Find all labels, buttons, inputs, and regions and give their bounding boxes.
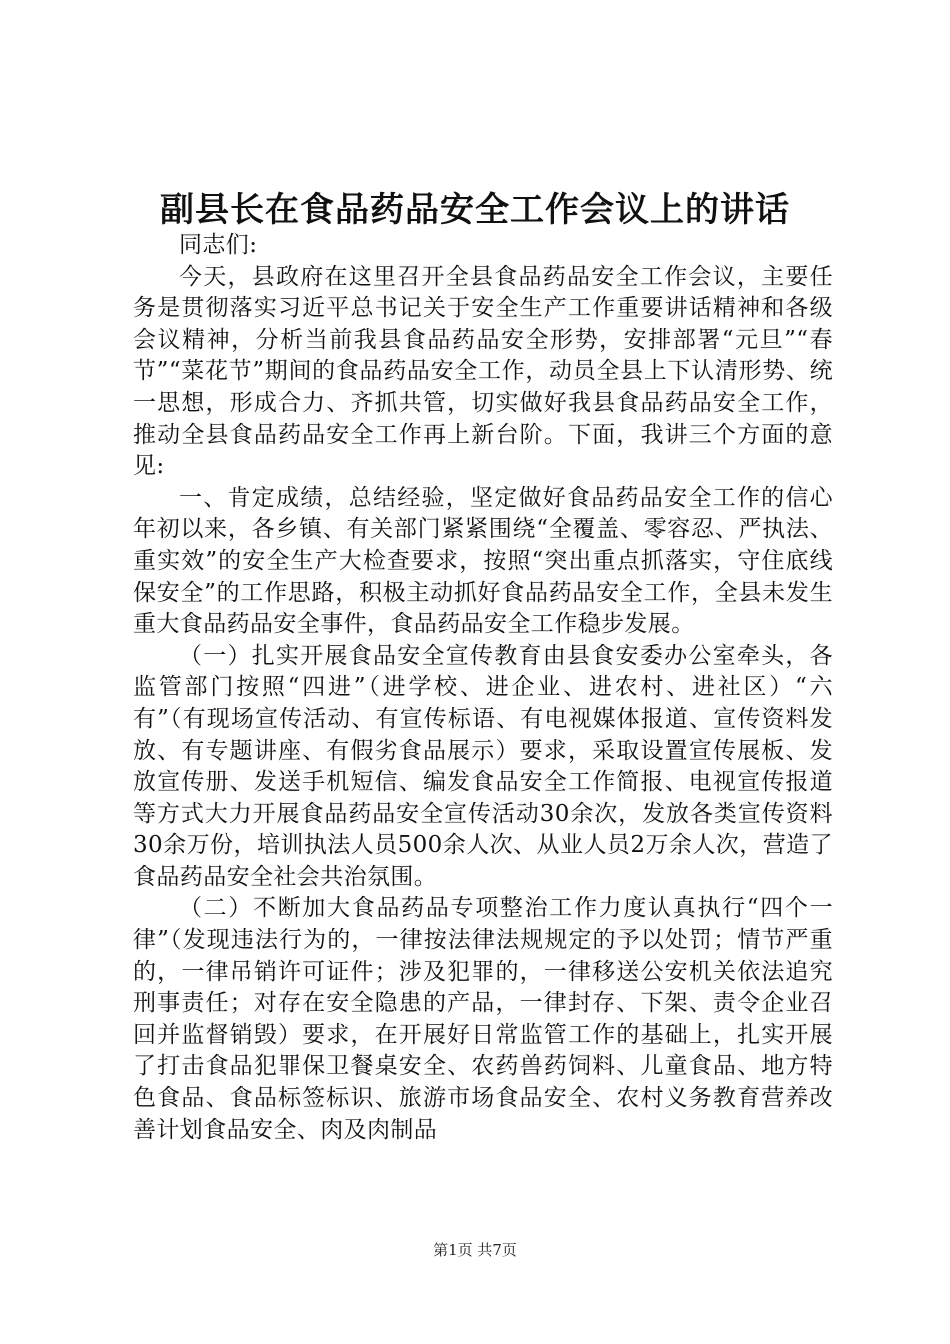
page-number-footer: 第1页 共7页 [433,1241,517,1259]
paragraph-intro: 今天，县政府在这里召开全县食品药品安全工作会议，主要任务是贯彻落实习近平总书记关于安全生产工作重要讲话精神和各级会议精神，分析当前我县食品药品安全形势，安排部署“元旦”“春节”“菜花节”期间的食品药品安全工作，动员全县上下认清形势、统一思想，形成合力、齐抓共管，切实做好我县食品药品安全工作，推动全县食品药品安全工作再上新台阶。下面，我讲三个方面的意见: [133,263,833,480]
document-title: 副县长在食品药品安全工作会议上的讲话 [160,190,790,230]
paragraph-section-1: 一、肯定成绩，总结经验，坚定做好食品药品安全工作的信心年初以来，各乡镇、有关部门紧紧围绕“全覆盖、零容忍、严执法、重实效”的安全生产大检查要求，按照“突出重点抓落实，守住底线保安全”的工作思路，积极主动抓好食品药品安全工作，全县未发生重大食品药品安全事件，食品药品安全工作稳步发展。 [133,484,833,638]
paragraph-subsection-1: （一）扎实开展食品安全宣传教育由县食安委办公室牵头，各监管部门按照“四进”（进学校、进企业、进农村、进社区）“六有”（有现场宣传活动、有宣传标语、有电视媒体报道、宣传资料发放、有专题讲座、有假劣食品展示）要求，采取设置宣传展板、发放宣传册、发送手机短信、编发食品安全工作简报、电视宣传报道等方式大力开展食品药品安全宣传活动30余次，发放各类宣传资料30余万份，培训执法人员500余人次、从业人员2万余人次，营造了食品药品安全社会共治氛围。 [133,642,833,890]
paragraph-subsection-2: （二）不断加大食品药品专项整治工作力度认真执行“四个一律”（发现违法行为的，一律按法律法规规定的予以处罚；情节严重的，一律吊销许可证件；涉及犯罪的，一律移送公安机关依法追究刑事责任；对存在安全隐患的产品，一律封存、下架、责令企业召回并监督销毁）要求，在开展好日常监管工作的基础上，扎实开展了打击食品犯罪保卫餐桌安全、农药兽药饲料、儿童食品、地方特色食品、食品标签标识、旅游市场食品安全、农村义务教育营养改善计划食品安全、肉及肉制品 [133,895,833,1143]
salutation: 同志们: [179,232,258,258]
document-body [133,230,833,1146]
